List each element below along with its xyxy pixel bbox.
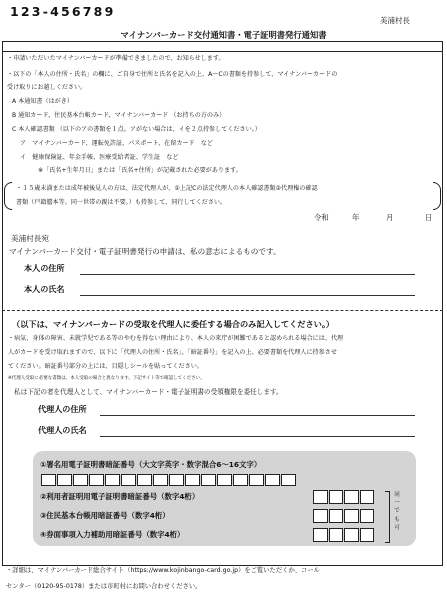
pin-cell[interactable] [360,490,375,504]
date-era: 令和 [314,213,329,222]
pin-cell[interactable] [344,509,359,523]
pin-cell[interactable] [153,474,168,486]
addressee: 美浦村長宛 [11,234,49,243]
pin-resident-cells[interactable] [313,509,375,523]
footer-line-1: ・詳細は、マイナンバーカード総合サイト（https://www.kojinbango-card.go.jp）をご覧いただくか、コール [6,567,320,574]
declaration-statement: マイナンバーカード交付・電子証明書発行の申請は、私の意志によるものです。 [9,247,281,256]
item-c-note: ※「氏名+生年月日」または「氏名+住所」が記載された必要があります。 [38,167,242,174]
pin-cell[interactable] [265,474,280,486]
proxy-delegate: 私は下記の者を代理人として、マイナンバーカード・電子証明書の受領権限を委任します。 [14,388,283,396]
proxy-text-3: てください。暗証番号部分の上には、目隠しシールを貼ってください。 [8,363,203,370]
same-pin-note: 同一でも可 [394,492,400,531]
bracket-left [4,182,12,210]
proxy-name-label: 代理人の氏名 [38,425,87,435]
self-name-label: 本人の氏名 [24,284,65,294]
item-c: C 本人確認書類 （以下のアの書類を１点。アがない場合は、イを２点持参してください。） [12,126,261,133]
proxy-address-label: 代理人の住所 [38,404,87,414]
pin-cell[interactable] [249,474,264,486]
under15-line-a: ・１５歳未満または成年被後見人の方は、法定代理人が、①上記Cの法定代理人の本人確認書類②代理権の確認 [16,185,318,192]
pin-cell[interactable] [360,528,375,542]
pin-card-input-cells[interactable] [313,528,375,542]
self-name-field[interactable] [80,295,415,296]
pin-cell[interactable] [89,474,104,486]
pin-cell[interactable] [169,474,184,486]
pin-cell[interactable] [360,509,375,523]
pin-cell[interactable] [313,528,328,542]
pin-cell[interactable] [41,474,56,486]
pin-cell[interactable] [329,509,344,523]
proxy-name-field[interactable] [100,436,415,437]
pin-cell[interactable] [329,528,344,542]
notice-line-2a: ・以下の「本人の住所・氏名」の欄に、ご自身で住所と氏名を記入の上、A～Cの書類を持参して、マイナンバーカードの [7,71,338,78]
date-day: 日 [425,213,433,222]
proxy-text-2: 人がカードを受け取れますので、以下に「代理人の住所・氏名」、「暗証番号」を記入の上、必要書類を代理人に持参させ [8,349,337,356]
pin-cell[interactable] [233,474,248,486]
footer-line-2: センター（0120-95-0178）または市町村にお問い合わせください。 [6,583,202,590]
pin-signature-label: ①署名用電子証明書暗証番号（大文字英字・数字混合6～16文字） [40,460,262,469]
pin-cell[interactable] [57,474,72,486]
pin-signature-cells[interactable] [41,474,297,486]
title-rule [2,51,443,52]
pin-cell[interactable] [137,474,152,486]
item-c-i: イ 健康保険証、年金手帳、医療受給者証、学生証 など [20,154,179,161]
pin-cell[interactable] [105,474,120,486]
pin-user-cert-label: ②利用者証明用電子証明書暗証番号（数字4桁） [40,492,200,501]
self-address-field[interactable] [80,274,415,275]
pin-cell[interactable] [329,490,344,504]
proxy-address-field[interactable] [100,415,415,416]
pin-cell[interactable] [217,474,232,486]
item-a: A 本通知書（はがき） [12,98,73,105]
village-head-label: 美浦村長 [380,16,410,25]
date-month: 月 [386,213,394,222]
proxy-text-1: ・病気、身体の障害、未就学児である等のやむを得ない理由により、本人の来庁が困難であると認められる場合には、代理 [8,335,344,342]
pin-cell[interactable] [281,474,296,486]
pin-cell[interactable] [73,474,88,486]
pin-cell[interactable] [313,490,328,504]
pin-user-cert-cells[interactable] [313,490,375,504]
notice-line-2b: 受け取りにお越しください。 [7,84,87,91]
pin-resident-label: ③住民基本台帳用暗証番号（数字4桁） [40,511,170,520]
pin-cell[interactable] [313,509,328,523]
pin-cell[interactable] [185,474,200,486]
notice-line-1: ・申請いただいたマイナンバーカードが準備できましたので、お知らせします。 [7,55,225,62]
proxy-note: ※代理人受取に必要な書類は、本人受取の場合と異なります。下記サイト等で確認してください。 [8,376,205,381]
pin-cell[interactable] [344,528,359,542]
document-number: 123-456789 [10,4,116,19]
proxy-heading: （以下は、マイナンバーカードの受取を代理人に委任する場合のみ記入してください。） [12,319,335,329]
pin-cell[interactable] [121,474,136,486]
cut-line [2,310,443,311]
item-c-a: ア マイナンバーカード、運転免許証、パスポート、在留カード など [20,140,213,147]
document-title: マイナンバーカード交付通知書・電子証明書発行通知書 [120,30,327,40]
self-address-label: 本人の住所 [24,263,65,273]
pin-cell[interactable] [201,474,216,486]
pin-card-input-label: ④券面事項入力補助用暗証番号（数字4桁） [40,530,185,539]
pin-cell[interactable] [344,490,359,504]
item-b: B 通知カード、住民基本台帳カード、マイナンバーカード （お持ちの方のみ） [12,112,226,119]
same-pin-bracket [385,491,390,543]
bracket-right [433,182,441,210]
date-year: 年 [352,213,360,222]
under15-line-b: 書類（戸籍謄本等。同一世帯の親は不要。）も持参して、同行してください。 [16,199,227,206]
